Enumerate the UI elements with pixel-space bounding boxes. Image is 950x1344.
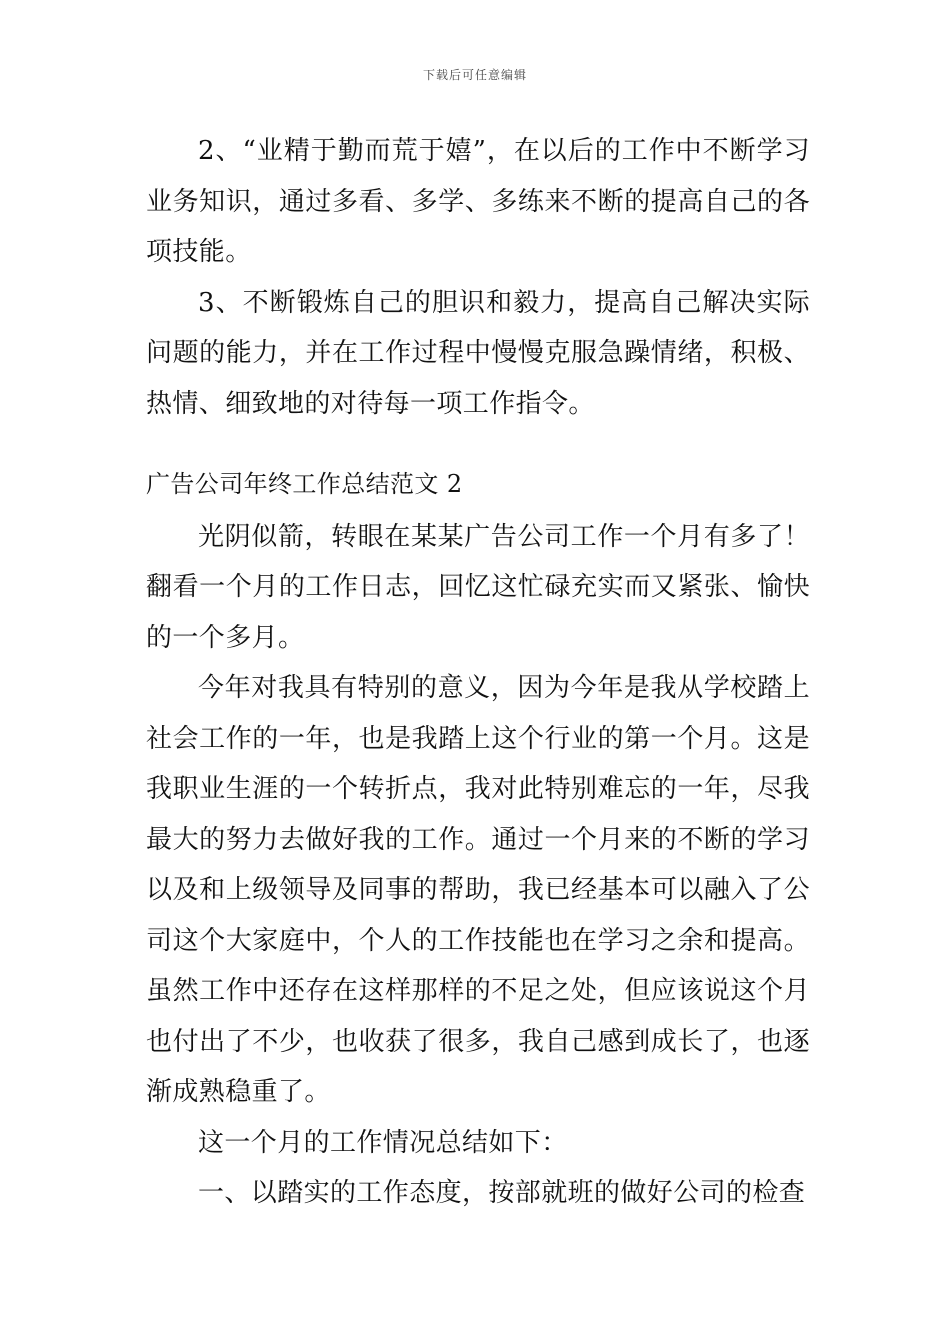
page-header: 下载后可任意编辑 [422, 68, 527, 82]
paragraph-item-3: 3、不断锻炼自己的胆识和毅力，提高自己解决实际问题的能力，并在工作过程中慢慢克服急躁情绪，积极、热情、细致地的对待每一项工作指令。 [146, 287, 810, 419]
section-title: 广告公司年终工作总结范文 2 [146, 470, 463, 498]
paragraph-item-2: 2、“业精于勤而荒于嬉”，在以后的工作中不断学习业务知识，通过多看、多学、多练来不断的提高自己的各项技能。 [146, 136, 810, 267]
section-paragraph-2: 今年对我具有特别的意义，因为今年是我从学校踏上社会工作的一年，也是我踏上这个行业的第一个月。这是我职业生涯的一个转折点，我对此特别难忘的一年，尽我最大的努力去做好我的工作。通过一个月来的不断的学习以及和上级领导及同事的帮助，我已经基本可以融入了公司这个大家庭中，个人的工作技能也在学习之余和提高。虽然工作中还存在这样那样的不足之处，但应该说这个月也付出了不少，也收获了很多，我自己感到成长了，也逐渐成熟稳重了。 [146, 673, 810, 1107]
document-body [146, 126, 810, 1219]
section-paragraph-1: 光阴似箭，转眼在某某广告公司工作一个月有多了！翻看一个月的工作日志，回忆这忙碌充实而又紧张、愉快的一个多月。 [146, 521, 810, 653]
section-paragraph-3: 这一个月的工作情况总结如下： [198, 1127, 568, 1158]
section-paragraph-4: 一、以踏实的工作态度，按部就班的做好公司的检查 [198, 1178, 806, 1208]
